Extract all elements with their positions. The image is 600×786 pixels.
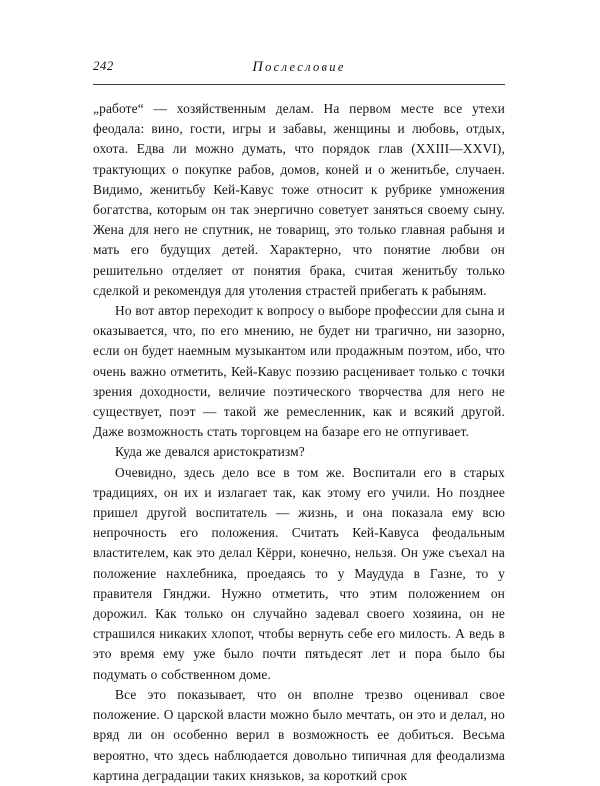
body-text-block bbox=[93, 99, 505, 786]
running-head-title bbox=[93, 59, 505, 76]
paragraph: Куда же девался аристократизм? bbox=[115, 444, 305, 460]
header-rule bbox=[93, 84, 505, 85]
paragraph: Но вот автор переходит к вопросу о выборе профессии для сына и оказывается, что, по его мнению, не будет ни трагично, ни зазорно, если он будет наемным музыкантом или продажным поэтом, ибо, что очень важно отметить, Кей-Кавус поэзию расценивает только с точки зрения доходности, величие поэтического творчества для него не существует, поэт — такой же ремесленник, как и всякий другой. Даже возможность стать торговцем на базаре его не отпугивает. bbox=[93, 303, 505, 440]
running-head-rest: ослесловие bbox=[265, 60, 346, 74]
page-header bbox=[93, 58, 505, 78]
paragraph: Все это показывает, что он вполне трезво оценивал свое положение. О царской власти можно было мечтать, он это и делал, но вряд ли он особенно верил в возможность ее добиться. Весьма вероятно, что здесь наблюдается довольно типичная для феодализма картина деградации таких князьков, за короткий срок bbox=[93, 686, 505, 783]
paragraph: „работе“ — хозяйственным делам. На первом месте все утехи феодала: вино, гости, игры и забавы, женщины и любовь, отдых, охота. Едва ли можно думать, что порядок глав (XXIII—XXVI), трактующих о покупке рабов, домов, коней и о женитьбе, случаен. Видимо, женитьбу Кей-Кавус тоже относит к рубрике умножения богатства, которым он так энергично советует заняться своему сыну. Жена для него не спутник, не товарищ, это только главная рабыня и мать его будущих детей. Характерно, что понятие любви он решительно отделяет от понятия брака, считая женитьбу только сделкой и рекомендуя для утоления страстей прибегать к рабыням. bbox=[93, 101, 505, 298]
header-row bbox=[93, 58, 505, 78]
page-number: 242 bbox=[93, 58, 114, 73]
paragraph: Очевидно, здесь дело все в том же. Воспитали его в старых традициях, он их и излагает так, как этому его учили. Но позднее пришел другой воспитатель — жизнь, и она показала ему всю непрочность его положения. Считать Кей-Кавуса феодальным властителем, как это делал Кёрри, конечно, нельзя. Он уже съехал на положение нахлебника, проедаясь то у Маудуда в Газне, то у правителя Гянджи. Нужно отметить, что этим положением он дорожил. Как только он случайно задевал своего хозяина, он не страшился никаких хлопот, чтобы вернуть себе его милость. А ведь в это время ему уже было почти пятьдесят лет и пора было бы подумать о собственном доме. bbox=[93, 464, 505, 682]
running-head-initial: П bbox=[252, 59, 266, 75]
